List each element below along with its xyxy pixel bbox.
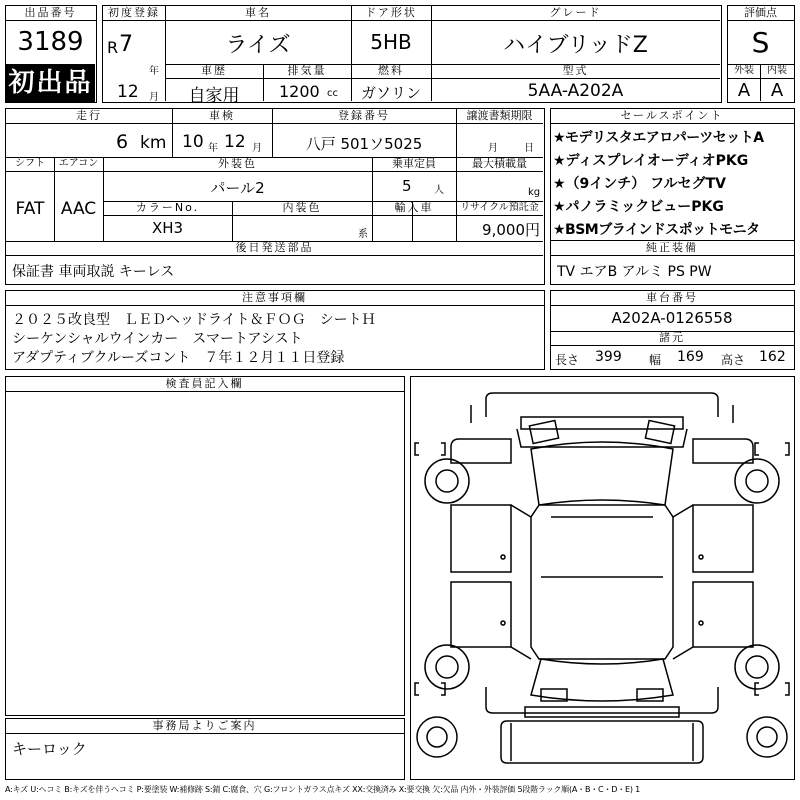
sales-points-label: セールスポイント: [620, 109, 724, 122]
int-rating-value: A: [770, 80, 784, 101]
inspection-month-unit: 月: [252, 143, 262, 154]
lot-number: 3189: [17, 27, 84, 57]
sales-point-item: ★（9インチ） フルセグTV: [553, 176, 726, 192]
inspection-year: 10: [182, 132, 204, 152]
displacement-unit: cc: [327, 88, 338, 99]
transfer-day-unit: 日: [524, 143, 534, 154]
transfer-label: 譲渡書類期限: [466, 109, 533, 122]
sales-point-item: ★モデリスタエアロパーツセットA: [553, 130, 764, 146]
equipment-box: [550, 240, 795, 285]
delivery-parts-value: 保証書 車両取説 キーレス: [12, 264, 175, 280]
damage-legend: A:キズ U:ヘコミ B:キズを伴うヘコミ P:要塗装 W:補修跡 S:錆 C:腐食、穴 G:フロントガラス点キズ XX:交換済み X:要交換 欠:欠品 内外・外装評価 5段階ラック順(A・B・C・D・E) 1: [5, 785, 641, 794]
chassis-value: A202A-0126558: [611, 309, 733, 327]
model-code-value: 5AA-A202A: [527, 81, 624, 101]
capacity-value: 5: [402, 177, 412, 195]
ext-rating-label: 外装: [734, 65, 754, 76]
inspector-box: [5, 376, 405, 716]
notes-line: アダプティブクルーズコント ７年１２月１１日登録: [12, 350, 345, 366]
delivery-parts-label: 後日発送部品: [235, 241, 314, 254]
length-value: 399: [595, 349, 622, 365]
vehicle-info-top: [102, 5, 722, 106]
sales-point-item: ★BSMブラインドスポットモニタ: [553, 222, 760, 238]
color-no-value: XH3: [151, 219, 184, 237]
plate-label: 登録番号: [338, 109, 390, 122]
car-damage-diagram: [411, 377, 793, 778]
inspection-year-unit: 年: [208, 143, 218, 154]
import-label: 輸入車: [394, 201, 434, 214]
max-load-unit: kg: [528, 187, 541, 198]
notes-label: 注意事項欄: [242, 291, 307, 304]
grade-label: グレード: [549, 6, 602, 19]
chassis-label: 車台番号: [646, 291, 698, 304]
exterior-color-value: パール2: [210, 179, 265, 197]
inspector-label: 検査員記入欄: [165, 377, 244, 390]
first-reg-month: 12: [117, 82, 139, 102]
max-load-label: 最大積載量: [472, 157, 527, 170]
width-label: 幅: [649, 353, 662, 367]
first-reg-era: R: [107, 38, 119, 57]
inspection-month: 12: [224, 132, 246, 152]
int-rating-label: 内装: [767, 65, 787, 76]
rating-label: 評価点: [744, 6, 777, 19]
plate-value: 八戸 501ソ5025: [305, 135, 423, 153]
displacement-value: 1200: [279, 82, 320, 101]
exterior-color-label: 外装色: [218, 157, 257, 170]
color-no-label: カラーNo.: [135, 201, 200, 214]
car-name-value: ライズ: [225, 33, 291, 58]
history-label: 車歴: [201, 64, 227, 77]
rating-value: S: [751, 26, 770, 59]
fuel-label: 燃料: [378, 64, 404, 77]
sales-point-item: ★パノラミックビューPKG: [553, 199, 724, 215]
first-listing-badge: 初出品: [6, 64, 95, 102]
capacity-unit: 人: [434, 185, 444, 196]
equipment-value: TV エアB アルミ PS PW: [557, 264, 712, 280]
ext-rating-value: A: [737, 80, 751, 101]
specs-label: 諸元: [659, 331, 685, 344]
mileage-unit: km: [140, 133, 167, 153]
notes-line: ２０２５改良型 ＬＥＤヘッドライト＆ＦＯＧ シートＨ: [12, 312, 376, 328]
aircon-value: AAC: [60, 199, 97, 219]
shift-value: FAT: [15, 199, 45, 219]
recycle-value: 9,000円: [482, 221, 540, 239]
mileage-label: 走行: [76, 109, 102, 122]
equipment-label: 純正装備: [646, 241, 698, 254]
height-label: 高さ: [721, 353, 746, 367]
length-label: 長さ: [555, 353, 580, 367]
shift-label: シフト: [15, 158, 45, 169]
office-value: キーロック: [12, 740, 87, 758]
history-value: 自家用: [188, 86, 240, 106]
width-value: 169: [677, 349, 704, 365]
chassis-box: [550, 290, 795, 370]
recycle-label: リサイクル預託金: [460, 202, 539, 213]
office-label: 事務局よりご案内: [152, 719, 257, 732]
height-value: 162: [759, 349, 786, 365]
first-reg-month-unit: 月: [149, 92, 159, 103]
displacement-label: 排気量: [287, 64, 327, 77]
car-name-label: 車名: [245, 6, 271, 19]
sales-point-item: ★ディスプレイオーディオPKG: [553, 153, 749, 169]
door-label: ドア形状: [365, 6, 417, 19]
lot-label: 出品番号: [24, 6, 77, 19]
first-reg-year-unit: 年: [149, 66, 159, 77]
rating-box: [727, 5, 795, 103]
vehicle-info-middle: [5, 108, 545, 285]
lot-box: [5, 5, 97, 103]
sales-points-box: [550, 108, 795, 241]
aircon-label: エアコン: [58, 158, 99, 169]
first-reg-label: 初度登録: [108, 6, 160, 19]
grade-value: ハイブリッドZ: [503, 33, 648, 58]
fuel-value: ガソリン: [360, 84, 421, 102]
mileage-value: 6: [116, 131, 129, 153]
inspection-label: 車検: [209, 109, 235, 122]
capacity-label: 乗車定員: [392, 157, 436, 170]
first-reg-year: 7: [119, 32, 133, 57]
office-box: [5, 718, 405, 780]
interior-color-unit: 系: [358, 229, 368, 240]
car-diagram-box: [410, 376, 795, 780]
interior-color-label: 内装色: [282, 201, 322, 214]
door-value: 5HB: [370, 30, 412, 54]
notes-line: シーケンシャルウインカー スマートアシスト: [12, 331, 303, 347]
model-code-label: 型式: [562, 64, 589, 77]
notes-box: [5, 290, 545, 370]
transfer-month-unit: 月: [488, 143, 498, 154]
